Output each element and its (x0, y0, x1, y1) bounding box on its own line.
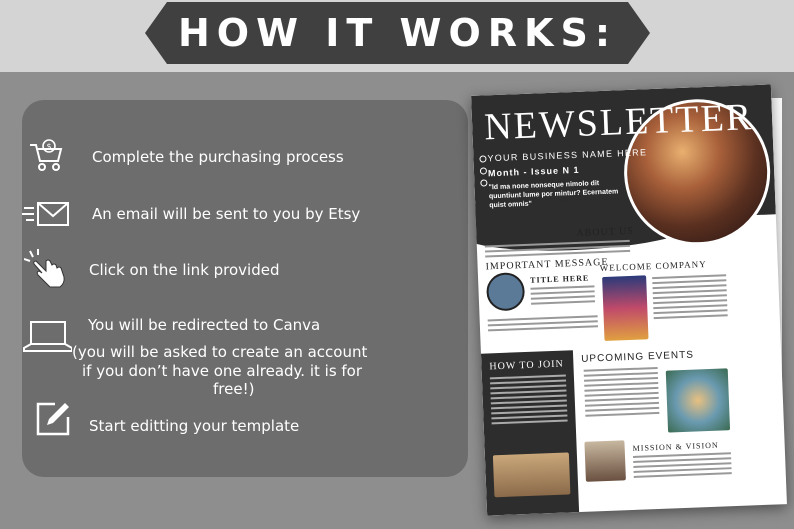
welcome-company-heading: WELCOME COMPANY (599, 258, 707, 274)
header-dots (479, 155, 487, 191)
mission-vision-text (633, 452, 732, 481)
step-3-text: Click on the link provided (89, 261, 280, 279)
how-to-join-heading: HOW TO JOIN (489, 358, 564, 373)
important-message-heading: IMPORTANT MESSAGE (485, 256, 609, 273)
how-to-join-text (490, 374, 568, 427)
welcome-photo (602, 275, 648, 341)
step-1-text: Complete the purchasing process (92, 148, 344, 166)
welcome-text (652, 274, 728, 322)
step-4-note-line-2: if you don’t have one already. it is for (82, 362, 363, 380)
step-4-text: You will be redirected to Canva (88, 316, 321, 334)
title-here-text (530, 285, 595, 307)
newsletter-preview (471, 84, 787, 515)
upcoming-events-heading: UPCOMING EVENTS (581, 349, 695, 365)
envelope-icon (22, 200, 70, 232)
about-us-heading: ABOUT US (576, 225, 635, 239)
how-to-join-panel (481, 350, 579, 515)
banner-title: HOW IT WORKS: (177, 11, 618, 55)
step-4-note-line-3: free!) (213, 380, 255, 398)
mission-photo (584, 440, 626, 482)
upcoming-events-text (584, 367, 660, 420)
business-name: YOUR BUSINESS NAME HERE (487, 147, 648, 164)
svg-text:$: $ (46, 142, 52, 151)
important-text (488, 315, 598, 334)
issue-label: Month - Issue N 1 (487, 164, 580, 179)
pointer-hand-icon (24, 249, 68, 293)
step-4-note-line-1: (you will be asked to create an account (72, 343, 368, 361)
events-photo (666, 368, 730, 432)
step-2-text: An email will be sent to you by Etsy (92, 205, 361, 223)
header-quote: "Id ma none nonseque nimolo dit quuntiunt lume por mintur? Ecernatem quist omnis" (488, 180, 619, 210)
newsletter-title: NEWSLETTER (483, 96, 754, 149)
important-photo (486, 272, 525, 311)
mission-vision-heading: MISSION & VISION (632, 440, 719, 453)
step-5-text: Start editting your template (89, 417, 300, 435)
title-here-heading: TITLE HERE (529, 273, 590, 285)
how-to-join-photo (493, 452, 571, 497)
shopping-cart-icon (28, 139, 64, 177)
edit-icon (35, 401, 71, 441)
laptop-icon (22, 320, 72, 360)
